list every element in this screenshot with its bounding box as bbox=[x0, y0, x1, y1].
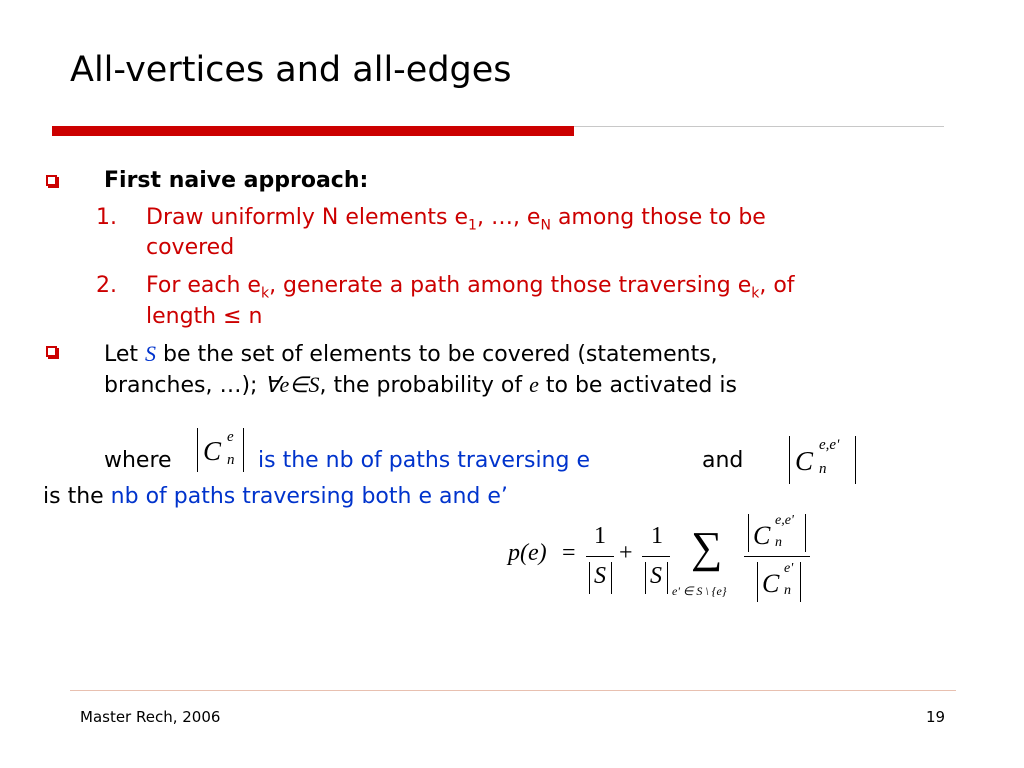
sum-range: e' ∈ S \ {e} bbox=[672, 584, 727, 598]
title-underline-thick bbox=[52, 126, 574, 136]
abs-bar bbox=[611, 562, 612, 594]
set-s: S bbox=[145, 341, 157, 366]
set-s: S bbox=[308, 372, 320, 397]
abs-bar bbox=[800, 562, 801, 602]
c-symbol: C bbox=[203, 436, 222, 466]
bullet-2-text: be the set of elements to be covered (statements, bbox=[156, 342, 718, 367]
item-2-sub-b: k bbox=[751, 285, 760, 302]
item-2-text-a: For each e bbox=[146, 273, 261, 298]
abs-bar bbox=[243, 428, 244, 472]
equals-sign: = bbox=[562, 540, 576, 566]
bullet-square-icon bbox=[46, 346, 57, 357]
sub-n: n bbox=[784, 583, 791, 598]
footer-left: Master Rech, 2006 bbox=[80, 708, 221, 726]
bullet-square-icon bbox=[46, 175, 57, 186]
is-the-text: is the bbox=[43, 484, 104, 509]
sub-n: n bbox=[775, 535, 782, 550]
item-1-number: 1. bbox=[96, 205, 117, 230]
bullet-heading: First naive approach: bbox=[104, 168, 369, 193]
let-text: Let bbox=[104, 342, 146, 367]
sigma-icon: ∑ bbox=[691, 523, 723, 572]
abs-bar bbox=[197, 428, 198, 472]
in-symbol: ∈ bbox=[289, 372, 309, 397]
abs-bar bbox=[805, 514, 806, 552]
bullet-2-line1 bbox=[104, 339, 718, 370]
fraction-line bbox=[744, 556, 810, 557]
item-1-text-c: among those to be bbox=[550, 205, 766, 230]
item-1-sub-b: N bbox=[540, 217, 551, 234]
item-2-text-b: , generate a path among those traversing e bbox=[269, 273, 752, 298]
item-2-line2: length ≤ n bbox=[146, 304, 263, 329]
fraction-line bbox=[642, 556, 670, 557]
p-of-e: p(e) bbox=[508, 540, 547, 566]
abs-bar bbox=[645, 562, 646, 594]
and-text: and bbox=[702, 448, 744, 473]
sub-n: n bbox=[819, 461, 827, 477]
probability-text: , the probability of bbox=[319, 373, 530, 398]
item-1-text-a: Draw uniformly N elements e bbox=[146, 205, 469, 230]
nb-paths-both-text: nb of paths traversing both e and e’ bbox=[110, 484, 508, 509]
bullet-2-line2 bbox=[104, 370, 737, 401]
abs-bar bbox=[789, 436, 790, 484]
abs-bar bbox=[757, 562, 758, 602]
item-1-text-b: , …, e bbox=[476, 205, 541, 230]
slide-title: All-vertices and all-edges bbox=[70, 50, 512, 90]
abs-bar bbox=[855, 436, 856, 484]
item-2-number: 2. bbox=[96, 273, 117, 298]
set-s: S bbox=[594, 563, 606, 589]
abs-bar bbox=[667, 562, 668, 594]
is-the-line bbox=[43, 482, 508, 512]
fraction-line bbox=[586, 556, 614, 557]
abs-bar bbox=[748, 514, 749, 552]
c-symbol: C bbox=[795, 446, 814, 476]
title-underline-thin bbox=[574, 126, 944, 127]
sup-ee: e,e' bbox=[775, 513, 794, 528]
page-number: 19 bbox=[926, 708, 946, 726]
var-e: e bbox=[529, 372, 539, 397]
c-symbol: C bbox=[753, 521, 771, 550]
numerator-one: 1 bbox=[594, 523, 606, 549]
sup-ep: e' bbox=[784, 561, 794, 576]
item-1-line1 bbox=[146, 203, 766, 240]
item-2-sub-a: k bbox=[260, 285, 270, 302]
item-1-sub-a: 1 bbox=[468, 217, 477, 234]
forall-symbol: ∀ bbox=[264, 372, 280, 397]
where-text: where bbox=[104, 448, 172, 473]
plus-sign: + bbox=[619, 540, 633, 566]
var-e: e bbox=[279, 372, 290, 397]
c-symbol: C bbox=[762, 569, 780, 598]
item-1-line2: covered bbox=[146, 235, 235, 260]
activated-text: to be activated is bbox=[538, 373, 737, 398]
numerator-one: 1 bbox=[651, 523, 663, 549]
abs-bar bbox=[589, 562, 590, 594]
sub-n: n bbox=[227, 452, 235, 468]
footer-divider bbox=[70, 690, 956, 691]
sup-e: e bbox=[227, 429, 234, 445]
set-s: S bbox=[650, 563, 662, 589]
item-2-text-c: , of bbox=[759, 273, 795, 298]
sup-ee: e,e' bbox=[819, 437, 840, 453]
nb-paths-text: is the nb of paths traversing e bbox=[258, 448, 590, 473]
branches-text: branches, …); bbox=[104, 373, 265, 398]
